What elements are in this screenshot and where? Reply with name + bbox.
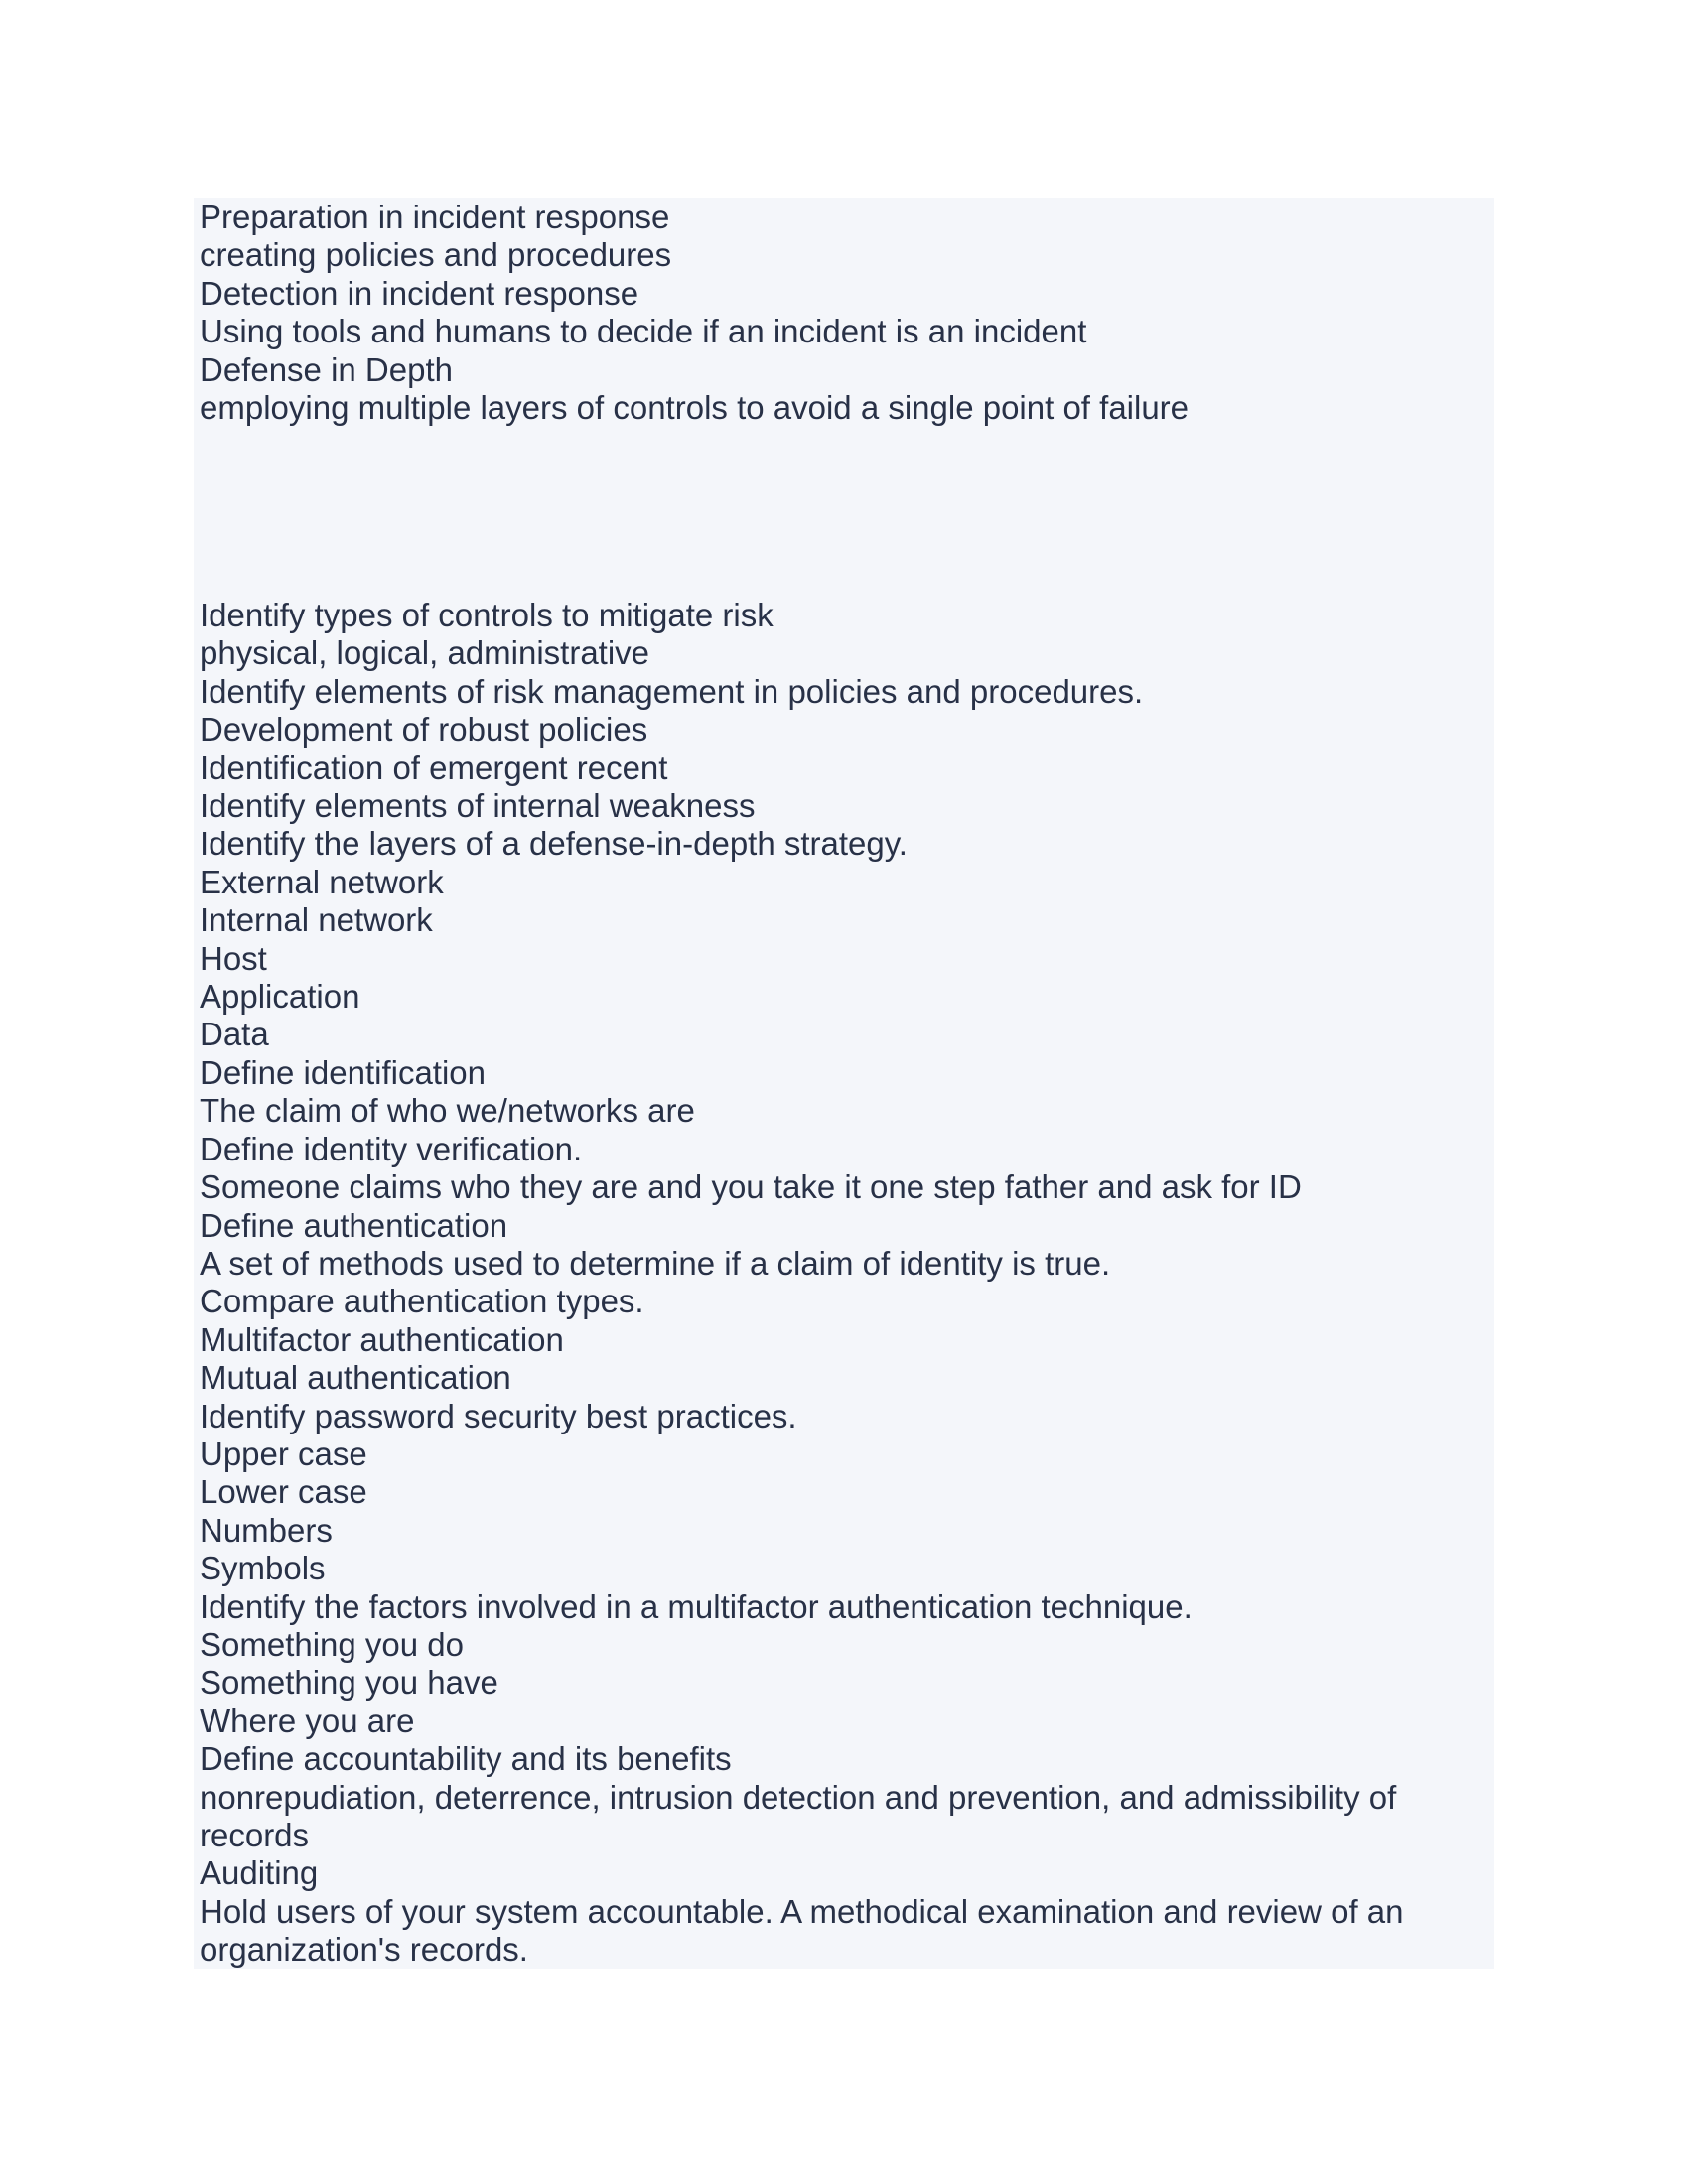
text-line: Detection in incident response bbox=[200, 274, 639, 312]
text-line: Development of robust policies bbox=[200, 711, 648, 749]
text-line: Data bbox=[200, 1016, 269, 1053]
text-block-main bbox=[200, 597, 1490, 1970]
text-line: Compare authentication types. bbox=[200, 1283, 644, 1320]
text-line: Application bbox=[200, 978, 360, 1016]
text-line: Internal network bbox=[200, 901, 433, 939]
text-line: Identify password security best practices. bbox=[200, 1397, 797, 1434]
text-line: Something you have bbox=[200, 1664, 498, 1702]
text-line: Identify elements of internal weakness bbox=[200, 787, 756, 825]
text-line: Host bbox=[200, 939, 267, 977]
text-line: Upper case bbox=[200, 1434, 367, 1472]
text-line: Symbols bbox=[200, 1550, 326, 1587]
text-line: Using tools and humans to decide if an incident is an incident bbox=[200, 313, 1087, 350]
text-line: Auditing bbox=[200, 1854, 319, 1892]
text-line: physical, logical, administrative bbox=[200, 634, 650, 672]
text-line: Defense in Depth bbox=[200, 350, 453, 388]
text-line: Multifactor authentication bbox=[200, 1320, 564, 1358]
text-line: Identify elements of risk management in policies and procedures. bbox=[200, 672, 1144, 710]
text-line: Preparation in incident response bbox=[200, 199, 670, 235]
text-line: A set of methods used to determine if a claim of identity is true. bbox=[200, 1244, 1111, 1282]
text-line: Lower case bbox=[200, 1473, 367, 1511]
text-line: Something you do bbox=[200, 1625, 465, 1663]
text-line: Identification of emergent recent bbox=[200, 749, 668, 786]
text-block-top bbox=[200, 199, 1490, 427]
text-line: Someone claims who they are and you take it one step father and ask for ID bbox=[200, 1168, 1302, 1206]
text-line: Identify the factors involved in a multifactor authentication technique. bbox=[200, 1587, 1193, 1625]
text-line: Identify types of controls to mitigate risk bbox=[200, 597, 774, 633]
text-line: employing multiple layers of controls to avoid a single point of failure bbox=[200, 389, 1190, 427]
text-line: Numbers bbox=[200, 1511, 333, 1549]
text-line: Hold users of your system accountable. A methodical examination and review of an organization's records. bbox=[200, 1892, 1404, 1969]
text-line: nonrepudiation, deterrence, intrusion detection and prevention, and admissibility of records bbox=[200, 1778, 1397, 1853]
text-line: Define identity verification. bbox=[200, 1130, 583, 1167]
text-line: Mutual authentication bbox=[200, 1359, 511, 1397]
text-line: Define identification bbox=[200, 1053, 487, 1091]
text-line: Identify the layers of a defense-in-depth strategy. bbox=[200, 825, 908, 863]
text-line: Define authentication bbox=[200, 1206, 508, 1244]
text-line: Where you are bbox=[200, 1702, 415, 1739]
text-line: External network bbox=[200, 863, 444, 900]
text-line: creating policies and procedures bbox=[200, 236, 672, 274]
text-line: The claim of who we/networks are bbox=[200, 1092, 695, 1130]
text-line: Define accountability and its benefits bbox=[200, 1740, 732, 1778]
